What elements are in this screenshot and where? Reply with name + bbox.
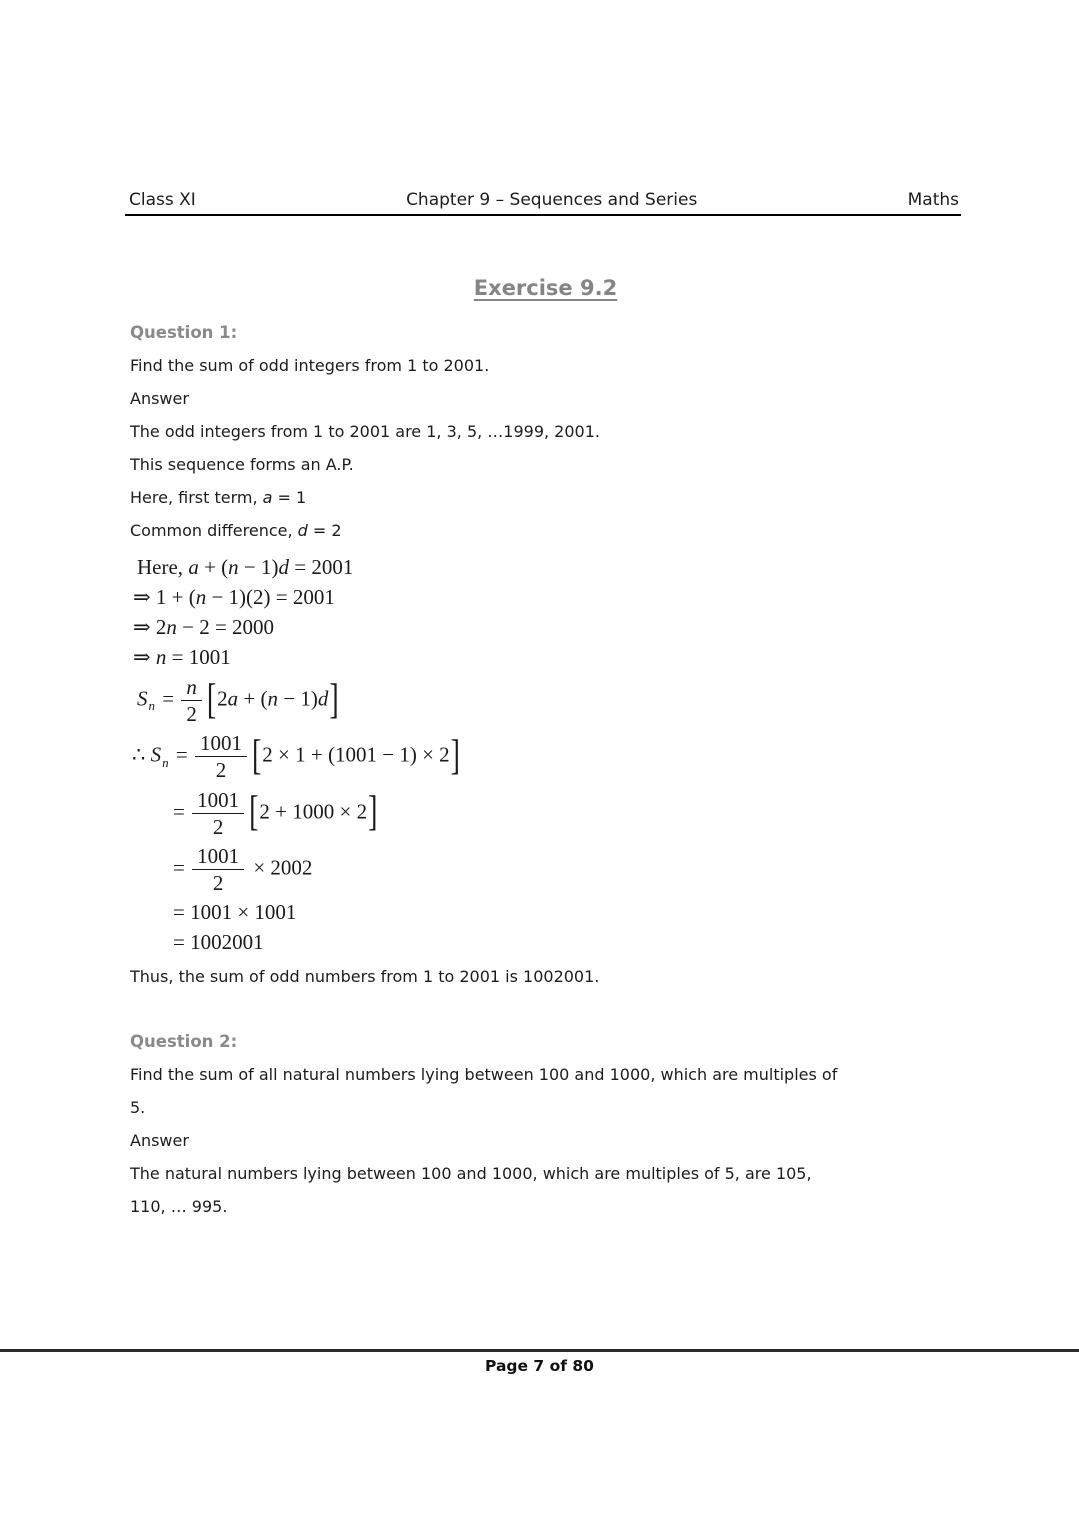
fraction: $\frac{n}{2}$ xyxy=(181,675,202,726)
fraction: $\frac{1001}{2}$ xyxy=(195,731,247,782)
exercise-title: Exercise 9.2 xyxy=(473,276,618,300)
equation-line: ⇒ n = 1001 xyxy=(133,645,231,669)
equation-line: Here, a + (n − 1)d = 2001 xyxy=(137,555,354,579)
question-2-text-line: Find the sum of all natural numbers lying between 100 and 1000, which are multiples of xyxy=(130,1065,838,1085)
equation-line: = $\frac{1001}{2}$ [2 + 1000 × 2] xyxy=(173,787,378,839)
footer-divider xyxy=(0,1349,1079,1352)
conclusion-line: Thus, the sum of odd numbers from 1 to 2001 is 1002001. xyxy=(130,967,600,987)
fraction: $\frac{1001}{2}$ xyxy=(192,844,244,895)
equations-block xyxy=(130,555,961,955)
question-1-text: Find the sum of odd integers from 1 to 2001. xyxy=(130,356,490,375)
answer-common-difference-line: Common difference, d = 2 xyxy=(130,521,342,540)
answer-label: Answer xyxy=(130,1131,189,1151)
question-1-label: Question 1: xyxy=(130,323,238,342)
equation-line: ∴ $S_n$ = $\frac{1001}{2}$ [2 × 1 + (1001 − 1) × 2] xyxy=(132,731,460,783)
page-number: Page 7 of 80 xyxy=(485,1357,594,1375)
answer-label: Answer xyxy=(130,389,189,408)
question-2-text-line: 5. xyxy=(130,1098,146,1118)
equation-line: ⇒ 1 + (n − 1)(2) = 2001 xyxy=(133,585,335,609)
question-2-label: Question 2: xyxy=(130,1032,238,1052)
header-chapter-title: Chapter 9 – Sequences and Series xyxy=(406,190,698,210)
answer-first-term-line: Here, first term, a = 1 xyxy=(130,488,307,507)
equation-line: = 1002001 xyxy=(173,930,264,955)
answer-text-line: 110, … 995. xyxy=(130,1197,228,1217)
answer-text-line: The natural numbers lying between 100 and 1000, which are multiples of 5, are 105, xyxy=(130,1164,812,1184)
equation-line: $S_n$ = $\frac{n}{2}$ [2a + (n − 1)d] xyxy=(137,675,339,727)
page-content xyxy=(130,276,961,1223)
equation-line: = 1001 × 1001 xyxy=(173,900,297,925)
header-subject-label: Maths xyxy=(907,190,959,210)
fraction: $\frac{1001}{2}$ xyxy=(192,788,244,839)
header-class-label: Class XI xyxy=(129,190,196,210)
page-header xyxy=(125,190,961,216)
equation-line: ⇒ 2n − 2 = 2000 xyxy=(133,615,275,639)
equation-line: = $\frac{1001}{2}$ × 2002 xyxy=(173,843,313,895)
answer-text-line: The odd integers from 1 to 2001 are 1, 3, 5, …1999, 2001. xyxy=(130,422,600,441)
answer-text-line: This sequence forms an A.P. xyxy=(130,455,354,474)
